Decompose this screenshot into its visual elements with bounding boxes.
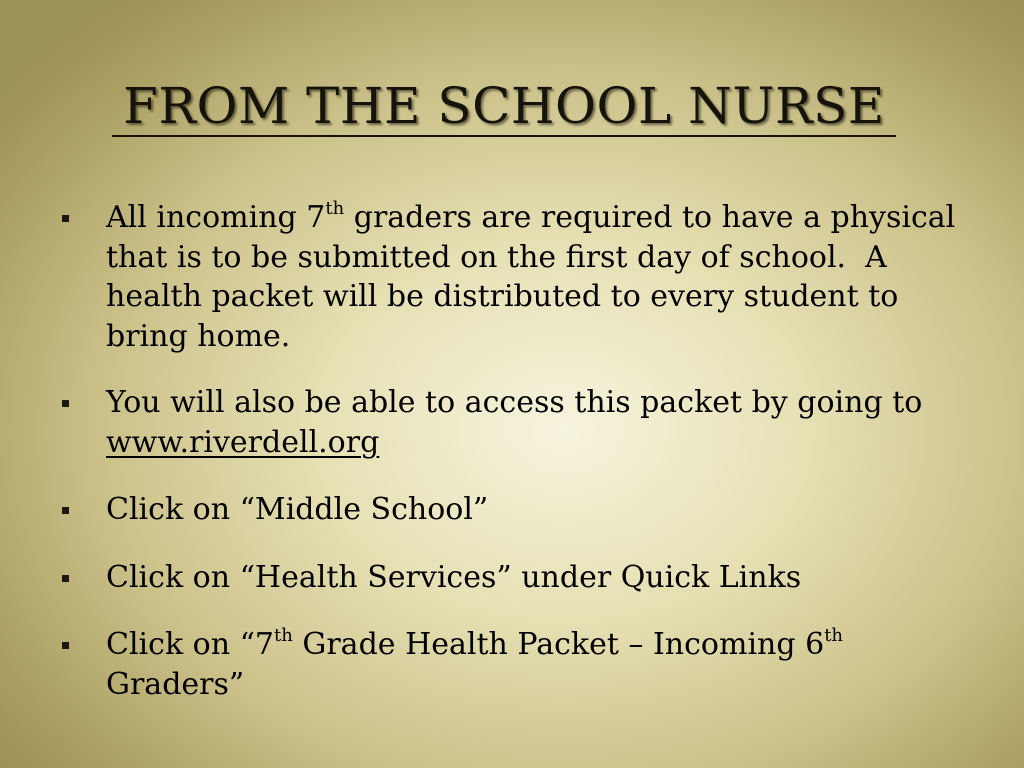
square-bullet-icon <box>62 642 69 649</box>
bullet-text: Grade Health Packet – Incoming 6 <box>292 627 825 662</box>
bullet-physical-requirement <box>58 198 988 356</box>
square-bullet-icon <box>62 215 69 222</box>
slide-title: FROM THE SCHOOL NURSE <box>123 77 885 135</box>
square-bullet-icon <box>62 575 69 582</box>
bullet-text: Click on “Health Services” under Quick Links <box>106 559 802 595</box>
bullet-text: graders are required to have a physical that is to be submitted on the first day of school. A health packet will be distributed to every student to bring home. <box>106 200 965 354</box>
bullet-text: Click on “Middle School” <box>106 492 489 527</box>
square-bullet-icon <box>62 507 69 514</box>
bullet-health-services <box>58 558 988 598</box>
bullet-access-packet <box>58 383 988 462</box>
ordinal-superscript: th <box>824 625 844 646</box>
bullet-text: Click on “7 <box>106 627 275 662</box>
bullet-text: Graders” <box>106 627 853 702</box>
bullet-text: You will also be able to access this packet by going to <box>106 385 932 420</box>
bullet-health-packet <box>58 625 988 704</box>
bullet-text: All incoming 7 <box>106 200 326 235</box>
ordinal-superscript: th <box>325 198 345 219</box>
website-link[interactable]: www.riverdell.org <box>106 424 380 460</box>
bullet-middle-school <box>58 490 988 530</box>
title-underline <box>112 135 896 137</box>
ordinal-superscript: th <box>274 625 293 646</box>
square-bullet-icon <box>62 400 69 407</box>
bullet-list <box>58 198 988 704</box>
